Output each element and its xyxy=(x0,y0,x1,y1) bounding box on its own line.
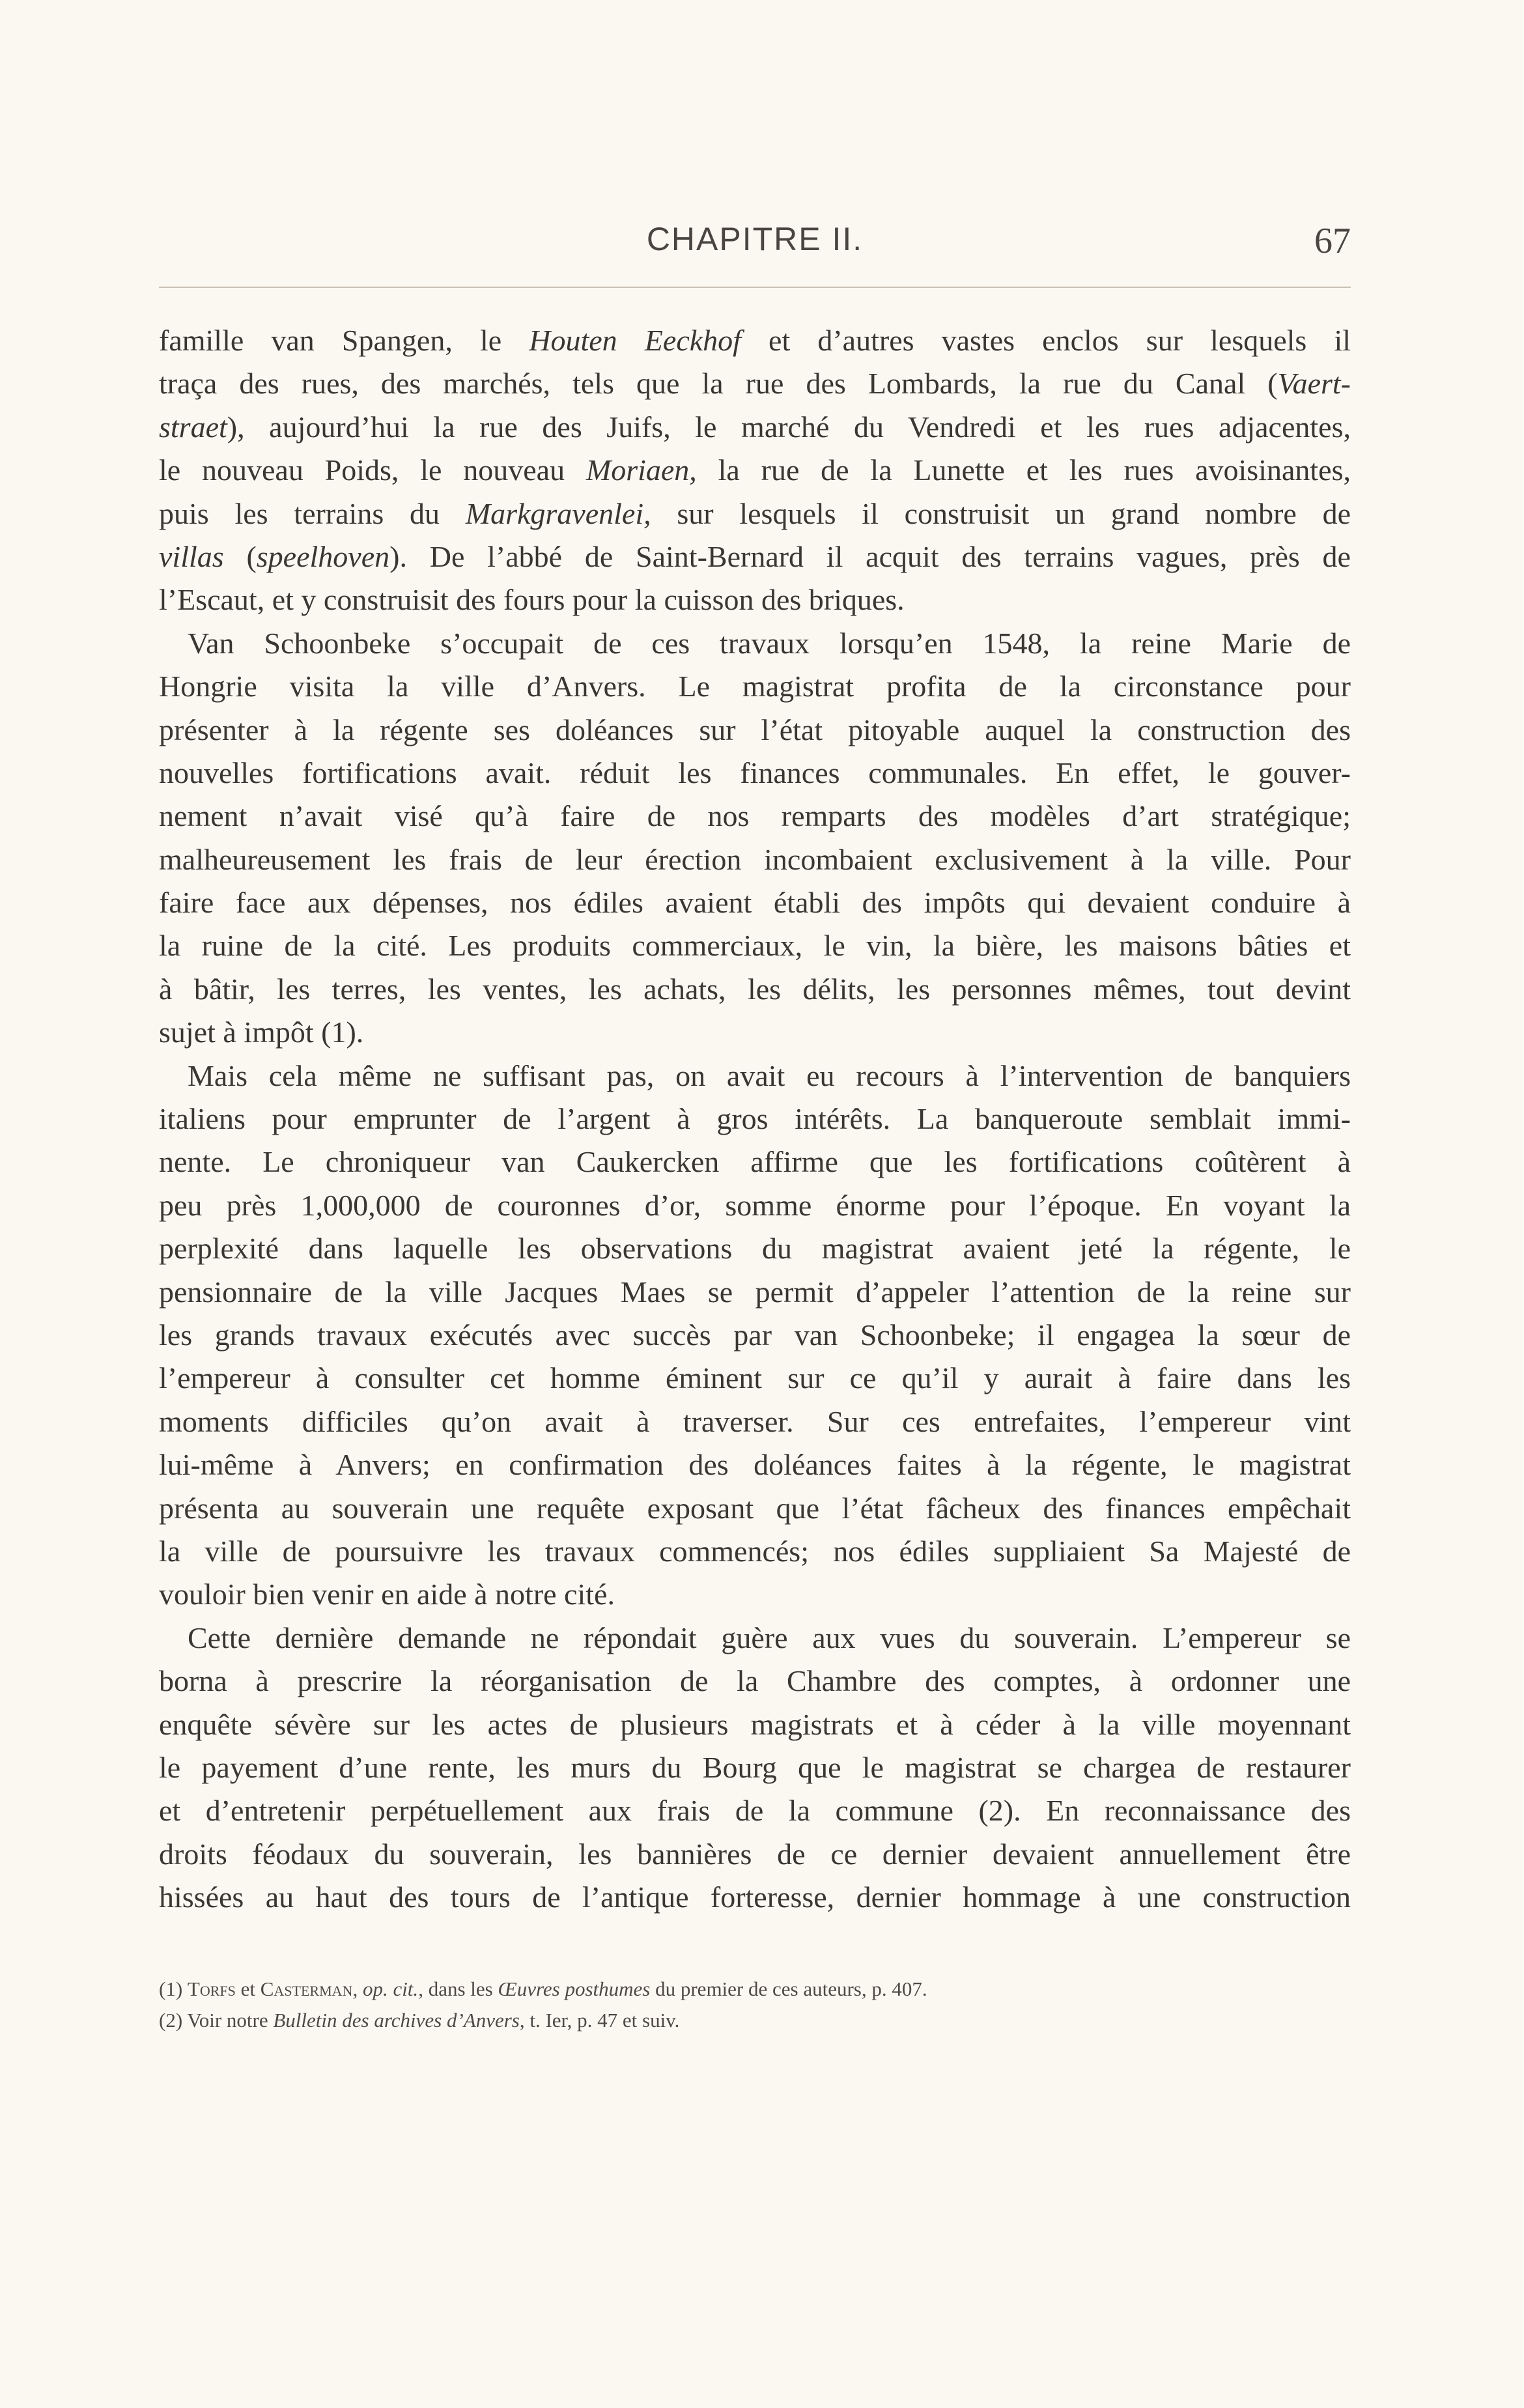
text-run: perplexité dans laquelle les observations du magistrat avaient jeté la régente, le xyxy=(159,1232,1351,1266)
italic-text: speelhoven xyxy=(256,539,390,573)
italic-text: op. cit. xyxy=(362,1977,419,2000)
text-line xyxy=(159,1314,1351,1357)
text-run: présenta au souverain une requête exposant que l’état fâcheux des finances empêchait xyxy=(159,1491,1351,1525)
text-run: peu près 1,000,000 de couronnes d’or, somme énorme pour l’époque. En voyant la xyxy=(159,1188,1351,1222)
text-line xyxy=(159,665,1351,708)
text-run: Cette dernière demande ne répondait guère aux vues du souverain. L’empereur se xyxy=(188,1621,1351,1654)
text-run: le payement d’une rente, les murs du Bourg que le magistrat se chargea de restaurer xyxy=(159,1750,1351,1784)
text-line xyxy=(159,535,1351,578)
text-run: et xyxy=(235,1977,261,2000)
running-title: CHAPITRE II. xyxy=(646,221,864,257)
text-line xyxy=(159,622,1351,665)
text-run: lui-même à Anvers; en confirmation des doléances faites à la régente, le magistrat xyxy=(159,1448,1351,1482)
italic-text: Markgravenlei, xyxy=(465,496,651,530)
text-run: ). De l’abbé de Saint-Bernard il acquit des terrains vagues, près de xyxy=(389,539,1351,573)
text-run: et d’autres vastes enclos sur lesquels il xyxy=(741,324,1351,357)
text-run: , xyxy=(352,1977,363,2000)
text-line xyxy=(159,709,1351,752)
text-run: la ville de poursuivre les travaux commencés; nos édiles suppliaient Sa Majesté de xyxy=(159,1534,1351,1568)
text-line xyxy=(159,1184,1351,1227)
text-line xyxy=(159,492,1351,535)
text-line xyxy=(159,1660,1351,1703)
text-run: ( xyxy=(223,539,257,573)
text-run: enquête sévère sur les actes de plusieurs magistrats et à céder à la ville moyennant xyxy=(159,1707,1351,1741)
text-run: famille van Spangen, le xyxy=(159,324,529,357)
text-line xyxy=(159,924,1351,967)
text-line xyxy=(159,1098,1351,1140)
text-line xyxy=(159,1140,1351,1183)
text-run: (1) xyxy=(159,1977,188,2000)
text-run: hissées au haut des tours de l’antique forteresse, dernier hommage à une construction xyxy=(159,1880,1351,1914)
text-line xyxy=(159,1833,1351,1876)
footnote xyxy=(159,2005,1351,2036)
text-run: pensionnaire de la ville Jacques Maes se permit d’appeler l’attention de la reine sur xyxy=(159,1275,1351,1309)
text-line xyxy=(159,1789,1351,1832)
text-run: (2) Voir notre xyxy=(159,2009,274,2032)
text-line xyxy=(159,1573,1351,1616)
text-run: présenter à la régente ses doléances sur l’état pitoyable auquel la construction des xyxy=(159,713,1351,746)
text-line xyxy=(159,1530,1351,1573)
text-line xyxy=(159,1055,1351,1098)
italic-text: Houten Eeckhof xyxy=(529,324,741,357)
text-run: et d’entretenir perpétuellement aux frais de la commune (2). En reconnaissance des xyxy=(159,1794,1351,1828)
text-run: moments difficiles qu’on avait à traverser. Sur ces entrefaites, l’empereur vint xyxy=(159,1404,1351,1438)
text-run: les grands travaux exécutés avec succès par van Schoonbeke; il engagea la sœur de xyxy=(159,1318,1351,1352)
text-line xyxy=(159,406,1351,449)
text-line xyxy=(159,1703,1351,1746)
text-run: italiens pour emprunter de l’argent à gros intérêts. La banqueroute semblait immi- xyxy=(159,1102,1351,1136)
text-line xyxy=(159,1227,1351,1270)
text-run: Hongrie visita la ville d’Anvers. Le magistrat profita de la circonstance pour xyxy=(159,670,1351,703)
text-line xyxy=(159,795,1351,838)
italic-text: Bulletin des archives d’Anvers xyxy=(273,2009,520,2032)
text-run: la rue de la Lunette et les rues avoisinantes, xyxy=(696,453,1351,487)
text-run: Casterman xyxy=(260,1977,353,2000)
text-line xyxy=(159,1271,1351,1314)
page-header xyxy=(159,220,1351,272)
italic-text: Œuvres posthumes xyxy=(498,1977,651,2000)
text-run: du premier de ces auteurs, p. 407. xyxy=(650,1977,927,2000)
text-line xyxy=(159,1746,1351,1789)
text-run: borna à prescrire la réorganisation de la Chambre des comptes, à ordonner une xyxy=(159,1664,1351,1698)
text-line xyxy=(159,362,1351,405)
italic-text: straet xyxy=(159,410,227,444)
text-run: nente. Le chroniqueur van Caukercken affirme que les fortifications coûtèrent à xyxy=(159,1145,1351,1179)
text-run: vouloir bien venir en aide à notre cité. xyxy=(159,1578,615,1611)
text-run: , t. Ier, p. 47 et suiv. xyxy=(519,2009,680,2032)
text-line xyxy=(159,1876,1351,1919)
text-run: le nouveau Poids, le nouveau xyxy=(159,453,586,487)
text-run: sur lesquels il construisit un grand nombre de xyxy=(651,496,1351,530)
text-line xyxy=(159,1400,1351,1443)
text-run: nouvelles fortifications avait. réduit les finances communales. En effet, le gouver- xyxy=(159,756,1351,789)
page-number: 67 xyxy=(1314,221,1351,261)
footnote xyxy=(159,1974,1351,2005)
italic-text: Vaert- xyxy=(1277,367,1351,401)
italic-text: villas xyxy=(159,539,224,573)
text-line xyxy=(159,968,1351,1011)
text-line xyxy=(159,838,1351,881)
text-line xyxy=(159,1487,1351,1530)
text-line xyxy=(159,752,1351,795)
text-run: l’Escaut, et y construisit des fours pour la cuisson des briques. xyxy=(159,583,905,617)
text-run: la ruine de la cité. Les produits commerciaux, le vin, la bière, les maisons bâties et xyxy=(159,929,1351,963)
text-run: Van Schoonbeke s’occupait de ces travaux lorsqu’en 1548, la reine Marie de xyxy=(188,626,1351,660)
text-line xyxy=(159,1011,1351,1054)
text-run: Mais cela même ne suffisant pas, on avait eu recours à l’intervention de banquiers xyxy=(188,1058,1351,1092)
text-run: malheureusement les frais de leur érection incombaient exclusivement à la ville. Pour xyxy=(159,842,1351,876)
text-line xyxy=(159,881,1351,924)
text-run: puis les terrains du xyxy=(159,496,466,530)
text-line xyxy=(159,578,1351,621)
header-rule xyxy=(159,287,1351,288)
text-run: faire face aux dépenses, nos édiles avaient établi des impôts qui devaient conduire à xyxy=(159,886,1351,920)
text-run: sujet à impôt (1). xyxy=(159,1015,364,1049)
text-line xyxy=(159,319,1351,362)
text-run: , dans les xyxy=(418,1977,498,2000)
text-run: ), aujourd’hui la rue des Juifs, le marché du Vendredi et les rues adjacentes, xyxy=(227,410,1351,444)
text-line xyxy=(159,1357,1351,1400)
text-run: Torfs xyxy=(187,1977,236,2000)
text-run: à bâtir, les terres, les ventes, les achats, les délits, les personnes mêmes, tout devint xyxy=(159,972,1351,1006)
text-line xyxy=(159,1443,1351,1486)
text-line xyxy=(159,449,1351,492)
text-run: l’empereur à consulter cet homme éminent sur ce qu’il y aurait à faire dans les xyxy=(159,1361,1351,1395)
text-line xyxy=(159,1617,1351,1660)
body-text xyxy=(159,319,1351,1919)
text-run: traça des rues, des marchés, tels que la rue des Lombards, la rue du Canal ( xyxy=(159,367,1278,401)
footnotes xyxy=(159,1974,1351,2036)
text-run: nement n’avait visé qu’à faire de nos remparts des modèles d’art stratégique; xyxy=(159,799,1351,833)
text-run: droits féodaux du souverain, les bannières de ce dernier devaient annuellement être xyxy=(159,1837,1351,1871)
italic-text: Moriaen, xyxy=(586,453,697,487)
